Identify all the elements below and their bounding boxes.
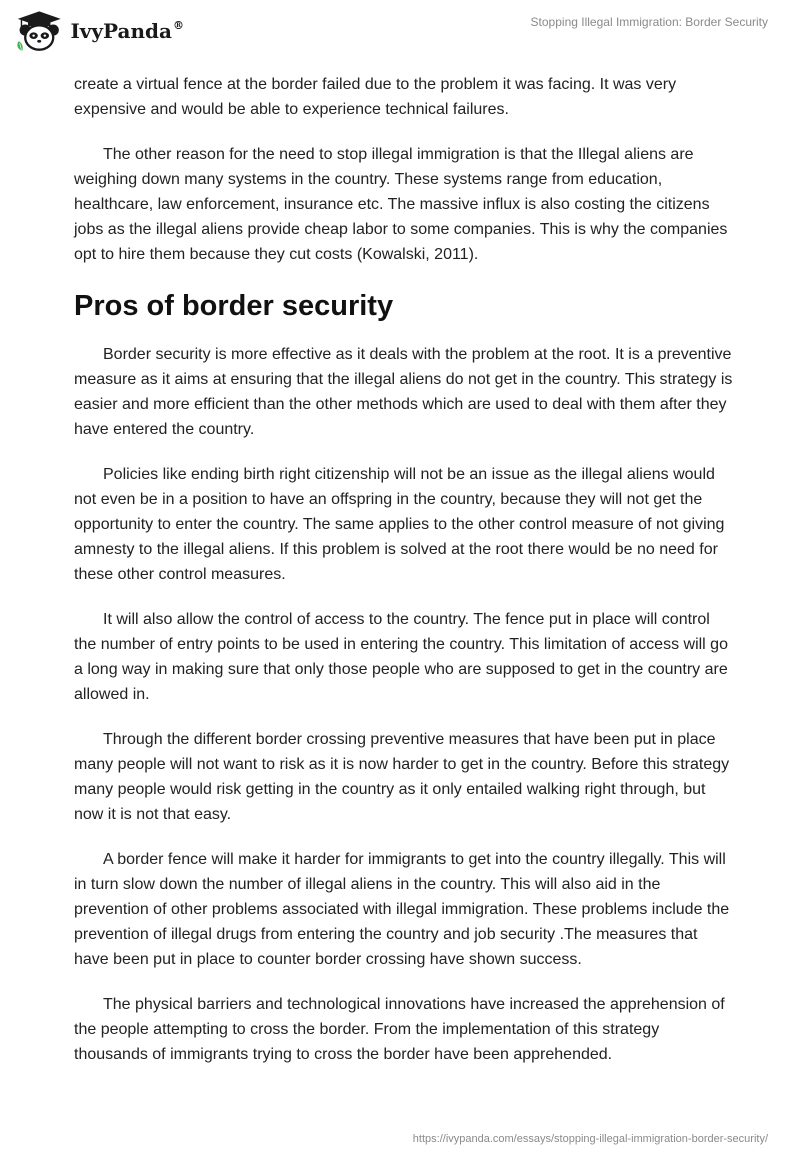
- paragraph: Border security is more effective as it deals with the problem at the root. It is a preventive measure as it aims at ensuring that the illegal aliens do not get in the country. This strategy is easier and more efficient than the other methods which are used to deal with them after they have entered the country.: [74, 346, 733, 438]
- panda-graduate-icon: [14, 8, 64, 54]
- brand-name: IvyPanda®: [70, 19, 184, 43]
- essay-body: [74, 72, 734, 1087]
- paragraph: Through the different border crossing preventive measures that have been put in place many people will not want to risk as it is now harder to get in the country. Before this strategy many people would risk getting in the country as it only entailed walking right through, but now it is not that easy.: [74, 731, 730, 823]
- paragraph: It will also allow the control of access to the country. The fence put in place will control the number of entry points to be used in entering the country. This limitation of access will go a long way in making sure that only those people who are supposed to get in the country are allowed in.: [74, 611, 728, 703]
- registered-mark: ®: [173, 19, 184, 32]
- source-url-link[interactable]: https://ivypanda.com/essays/stopping-illegal-immigration-border-security/: [412, 1133, 768, 1145]
- document-title: Stopping Illegal Immigration: Border Security: [530, 15, 768, 29]
- section-heading: Pros of border security: [74, 290, 394, 322]
- page-header: [0, 0, 800, 60]
- paragraph: create a virtual fence at the border failed due to the problem it was facing. It was very expensive and would be able to experience technical failures.: [74, 76, 677, 118]
- ivypanda-logo[interactable]: [14, 8, 184, 54]
- paragraph: Policies like ending birth right citizenship will not be an issue as the illegal aliens would not even be in a position to have an offspring in the country, because they will not get the opportunity to enter the country. The same applies to the other control measure of not giving amnesty to the illegal aliens. If this problem is solved at the root there would be no need for these other control measures.: [74, 466, 725, 583]
- paragraph: A border fence will make it harder for immigrants to get into the country illegally. This will in turn slow down the number of illegal aliens in the country. This will also aid in the prevention of other problems associated with illegal immigration. These problems include the prevention of illegal drugs from entering the country and job security .The measures that have been put in place to counter border crossing have shown success.: [74, 851, 730, 968]
- paragraph: The other reason for the need to stop illegal immigration is that the Illegal aliens are weighing down many systems in the country. These systems range from education, healthcare, law enforcement, insurance etc. The massive influx is also costing the citizens jobs as the illegal aliens provide cheap labor to some companies. This is why the companies opt to hire them because they cut costs (Kowalski, 2011).: [74, 146, 728, 263]
- paragraph: The physical barriers and technological innovations have increased the apprehension of the people attempting to cross the border. From the implementation of this strategy thousands of immigrants trying to cross the border have been apprehended.: [74, 996, 725, 1063]
